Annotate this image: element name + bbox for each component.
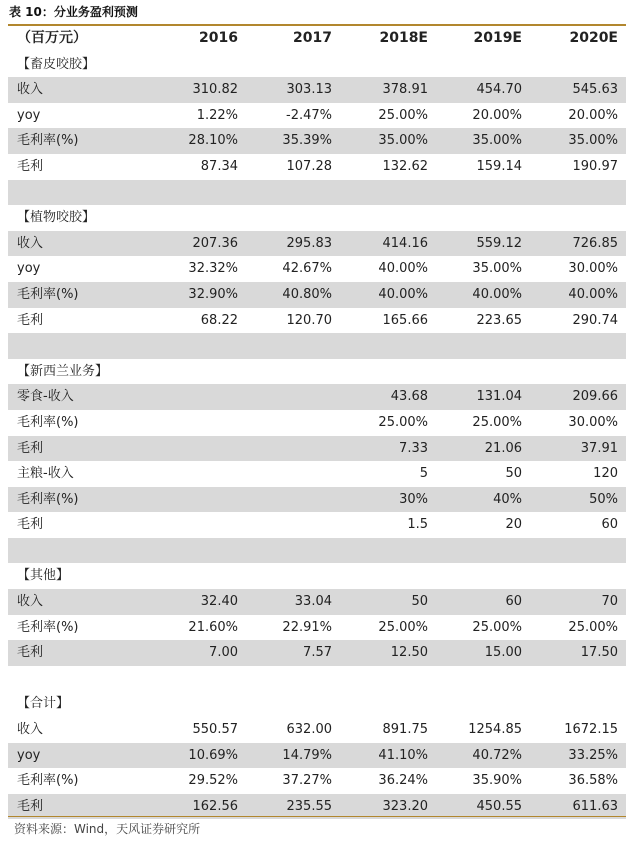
value-cell: 131.04 — [476, 389, 522, 405]
value-cell: 295.83 — [286, 235, 332, 251]
spacer-row — [8, 180, 626, 206]
spacer-row — [8, 666, 626, 692]
value-cell — [432, 205, 522, 231]
section-header-row — [8, 205, 626, 231]
section-label: 【新西兰业务】 — [17, 363, 109, 379]
value-cell — [338, 691, 428, 717]
row-label: yoy — [17, 107, 41, 123]
value-cell — [528, 180, 618, 206]
value-cell: 70 — [601, 594, 618, 610]
value-cell: 40.80% — [282, 286, 332, 302]
value-cell — [242, 666, 332, 692]
value-cell: 50 — [411, 594, 428, 610]
value-cell: 33.04 — [294, 594, 332, 610]
value-cell — [148, 691, 238, 717]
value-cell — [432, 538, 522, 564]
value-cell: 7.00 — [209, 645, 238, 661]
value-cell: 20.00% — [472, 107, 522, 123]
value-cell: 550.57 — [192, 722, 238, 738]
value-cell — [432, 691, 522, 717]
value-cell: 632.00 — [286, 722, 332, 738]
value-cell: 35.90% — [472, 773, 522, 789]
value-cell: 36.24% — [378, 773, 428, 789]
table-row — [8, 436, 626, 462]
row-label: yoy — [17, 747, 41, 763]
value-cell: 1.5 — [407, 517, 428, 533]
value-cell: 611.63 — [572, 798, 618, 814]
section-header-row — [8, 359, 626, 385]
value-cell: 310.82 — [192, 82, 238, 98]
value-cell: 32.40 — [200, 594, 238, 610]
value-cell — [148, 538, 238, 564]
value-cell — [242, 538, 332, 564]
value-cell — [242, 384, 332, 410]
table-row — [8, 743, 626, 769]
value-cell: 40.00% — [378, 261, 428, 277]
row-label: 毛利 — [17, 312, 44, 328]
value-cell: 25.00% — [472, 414, 522, 430]
value-cell: 35.39% — [282, 133, 332, 149]
value-cell: 12.50 — [390, 645, 428, 661]
value-cell: 726.85 — [572, 235, 618, 251]
row-label: 毛利 — [17, 798, 44, 814]
value-cell — [432, 333, 522, 359]
section-header-row — [8, 52, 626, 78]
value-cell: 42.67% — [282, 261, 332, 277]
value-cell: 28.10% — [188, 133, 238, 149]
spacer-row — [8, 538, 626, 564]
value-cell — [148, 180, 238, 206]
row-label: 毛利 — [17, 440, 44, 456]
table-row — [8, 717, 626, 743]
value-cell: 7.33 — [399, 440, 428, 456]
value-cell — [242, 487, 332, 513]
value-cell: 87.34 — [200, 158, 238, 174]
value-cell: 60 — [601, 517, 618, 533]
spacer-row — [8, 333, 626, 359]
value-cell — [242, 436, 332, 462]
row-label: 毛利率(%) — [17, 286, 79, 302]
header-row — [8, 26, 626, 52]
row-label: 毛利 — [17, 158, 44, 174]
value-cell — [338, 333, 428, 359]
row-label: yoy — [17, 261, 41, 277]
value-cell: 25.00% — [378, 619, 428, 635]
table-row — [8, 308, 626, 334]
value-cell — [148, 384, 238, 410]
value-cell — [528, 333, 618, 359]
value-cell — [338, 180, 428, 206]
value-cell — [148, 666, 238, 692]
value-cell — [242, 180, 332, 206]
value-cell: 209.66 — [572, 389, 618, 405]
value-cell: 107.28 — [286, 158, 332, 174]
year-header-2016: 2016 — [199, 30, 238, 46]
value-cell: 5 — [419, 466, 428, 482]
source-note: 资料来源：Wind，天风证券研究所 — [14, 822, 201, 836]
value-cell: 33.25% — [568, 747, 618, 763]
value-cell — [148, 487, 238, 513]
table-row — [8, 384, 626, 410]
value-cell: 37.91 — [580, 440, 618, 456]
section-label: 【其他】 — [17, 568, 70, 584]
value-cell: 1254.85 — [468, 722, 522, 738]
value-cell: 50% — [589, 491, 618, 507]
table-row — [8, 461, 626, 487]
value-cell: 36.58% — [568, 773, 618, 789]
value-cell — [338, 666, 428, 692]
value-cell — [242, 691, 332, 717]
value-cell: 37.27% — [282, 773, 332, 789]
value-cell: 40.00% — [378, 286, 428, 302]
value-cell: 7.57 — [303, 645, 332, 661]
value-cell: 20 — [505, 517, 522, 533]
value-cell: 165.66 — [382, 312, 428, 328]
value-cell: 545.63 — [572, 82, 618, 98]
value-cell — [528, 359, 618, 385]
value-cell — [242, 461, 332, 487]
value-cell — [528, 205, 618, 231]
value-cell — [338, 359, 428, 385]
value-cell: 20.00% — [568, 107, 618, 123]
table-row — [8, 410, 626, 436]
section-label: 【合计】 — [17, 696, 70, 712]
value-cell: -2.47% — [286, 107, 332, 123]
row-label: 毛利率(%) — [17, 491, 79, 507]
value-cell: 15.00 — [484, 645, 522, 661]
value-cell: 35.00% — [472, 261, 522, 277]
table-row — [8, 589, 626, 615]
table-row — [8, 256, 626, 282]
value-cell: 32.32% — [188, 261, 238, 277]
value-cell: 10.69% — [188, 747, 238, 763]
table-row — [8, 77, 626, 103]
value-cell — [242, 512, 332, 538]
table-row — [8, 103, 626, 129]
year-header-2018e: 2018E — [379, 30, 428, 46]
value-cell: 454.70 — [476, 82, 522, 98]
value-cell: 32.90% — [188, 286, 238, 302]
forecast-table — [8, 26, 626, 819]
value-cell — [432, 666, 522, 692]
row-label: 毛利 — [17, 645, 44, 661]
section-label: 【植物咬胶】 — [17, 210, 96, 226]
table-row — [8, 128, 626, 154]
value-cell — [148, 333, 238, 359]
value-cell — [528, 538, 618, 564]
value-cell: 40.00% — [568, 286, 618, 302]
value-cell — [148, 410, 238, 436]
value-cell: 162.56 — [192, 798, 238, 814]
table-row — [8, 487, 626, 513]
year-header-2017: 2017 — [293, 30, 332, 46]
value-cell: 50 — [505, 466, 522, 482]
year-header-2020e: 2020E — [569, 30, 618, 46]
value-cell — [148, 512, 238, 538]
value-cell — [148, 563, 238, 589]
value-cell: 40.00% — [472, 286, 522, 302]
value-cell — [242, 333, 332, 359]
value-cell — [432, 180, 522, 206]
value-cell — [148, 52, 238, 78]
value-cell: 29.52% — [188, 773, 238, 789]
value-cell — [432, 563, 522, 589]
value-cell: 25.00% — [378, 107, 428, 123]
value-cell — [242, 410, 332, 436]
value-cell: 43.68 — [390, 389, 428, 405]
value-cell — [148, 205, 238, 231]
value-cell: 30.00% — [568, 261, 618, 277]
value-cell: 891.75 — [382, 722, 428, 738]
value-cell: 35.00% — [568, 133, 618, 149]
value-cell: 290.74 — [572, 312, 618, 328]
value-cell: 25.00% — [378, 414, 428, 430]
value-cell: 303.13 — [286, 82, 332, 98]
value-cell — [242, 205, 332, 231]
bottom-rule — [8, 816, 626, 817]
value-cell — [148, 461, 238, 487]
value-cell: 35.00% — [472, 133, 522, 149]
value-cell: 30% — [399, 491, 428, 507]
value-cell: 323.20 — [382, 798, 428, 814]
row-label: 毛利率(%) — [17, 414, 79, 430]
value-cell: 132.62 — [382, 158, 428, 174]
table-row — [8, 154, 626, 180]
value-cell: 450.55 — [476, 798, 522, 814]
value-cell — [528, 52, 618, 78]
value-cell: 120.70 — [286, 312, 332, 328]
value-cell: 68.22 — [200, 312, 238, 328]
value-cell — [528, 666, 618, 692]
row-label: 收入 — [17, 594, 44, 610]
table-caption: 表 10：分业务盈利预测 — [9, 5, 138, 19]
value-cell — [338, 52, 428, 78]
row-label: 毛利 — [17, 517, 44, 533]
table-row — [8, 640, 626, 666]
value-cell — [148, 359, 238, 385]
unit-label: （百万元） — [17, 30, 87, 46]
value-cell: 40.72% — [472, 747, 522, 763]
value-cell — [528, 691, 618, 717]
value-cell — [338, 538, 428, 564]
value-cell: 22.91% — [282, 619, 332, 635]
table-row — [8, 231, 626, 257]
value-cell — [432, 359, 522, 385]
row-label: 毛利率(%) — [17, 133, 79, 149]
section-header-row — [8, 563, 626, 589]
value-cell: 559.12 — [476, 235, 522, 251]
value-cell — [242, 359, 332, 385]
table-body — [8, 52, 626, 820]
value-cell: 25.00% — [568, 619, 618, 635]
value-cell: 17.50 — [580, 645, 618, 661]
value-cell: 30.00% — [568, 414, 618, 430]
value-cell: 1672.15 — [564, 722, 618, 738]
table-row — [8, 768, 626, 794]
value-cell: 1.22% — [196, 107, 238, 123]
table-row — [8, 615, 626, 641]
value-cell: 159.14 — [476, 158, 522, 174]
value-cell: 120 — [593, 466, 618, 482]
value-cell: 41.10% — [378, 747, 428, 763]
table-row — [8, 512, 626, 538]
section-label: 【畜皮咬胶】 — [17, 56, 96, 72]
value-cell: 60 — [505, 594, 522, 610]
row-label: 收入 — [17, 235, 44, 251]
row-label: 毛利率(%) — [17, 773, 79, 789]
value-cell — [528, 563, 618, 589]
value-cell: 378.91 — [382, 82, 428, 98]
row-label: 收入 — [17, 82, 44, 98]
value-cell: 25.00% — [472, 619, 522, 635]
value-cell: 207.36 — [192, 235, 238, 251]
value-cell: 14.79% — [282, 747, 332, 763]
table-row — [8, 282, 626, 308]
value-cell — [242, 563, 332, 589]
value-cell: 21.06 — [484, 440, 522, 456]
section-header-row — [8, 691, 626, 717]
value-cell: 35.00% — [378, 133, 428, 149]
row-label: 收入 — [17, 722, 44, 738]
value-cell — [242, 52, 332, 78]
year-header-2019e: 2019E — [473, 30, 522, 46]
value-cell: 235.55 — [286, 798, 332, 814]
value-cell — [148, 436, 238, 462]
value-cell: 40% — [493, 491, 522, 507]
row-label: 零食-收入 — [17, 389, 74, 405]
value-cell — [338, 205, 428, 231]
value-cell — [432, 52, 522, 78]
value-cell — [338, 563, 428, 589]
value-cell: 21.60% — [188, 619, 238, 635]
row-label: 毛利率(%) — [17, 619, 79, 635]
value-cell: 414.16 — [382, 235, 428, 251]
value-cell: 223.65 — [476, 312, 522, 328]
value-cell: 190.97 — [572, 158, 618, 174]
row-label: 主粮-收入 — [17, 466, 74, 482]
